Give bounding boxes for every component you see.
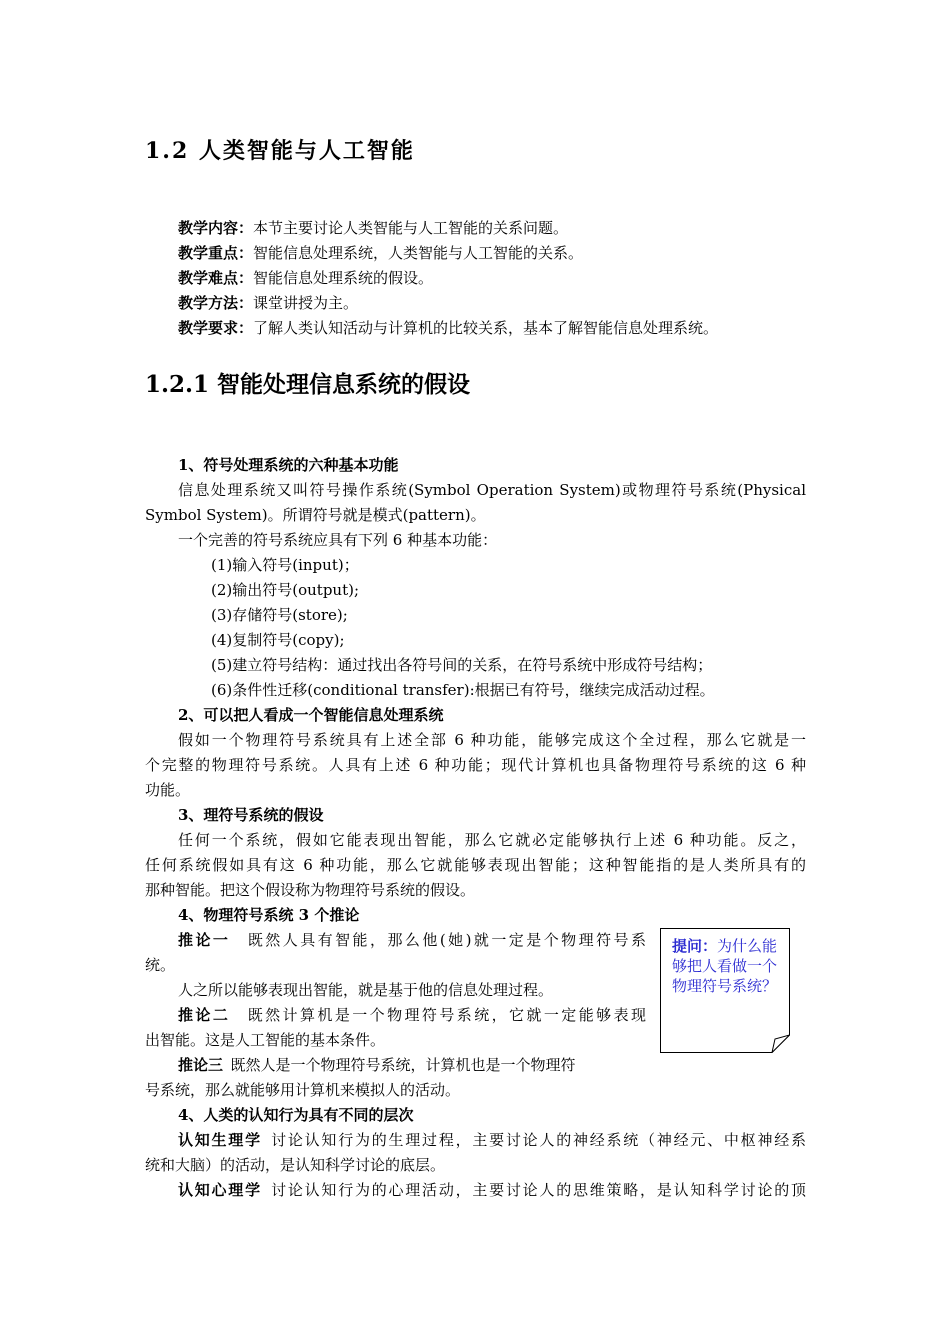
corollary-one: 推论一 既然人具有智能，那么他(她)就一定是个物理符号系 [178,931,646,949]
s2-paragraph-line: 功能。 [145,781,191,799]
corollary-two: 推论二 既然计算机是一个物理符号系统，它就一定能够表现 [178,1006,646,1024]
s5-paragraph-line: 认知心理学 讨论认知行为的心理活动，主要讨论人的思维策略，是认知科学讨论的顶 [178,1181,806,1199]
s1-paragraph-line: Symbol System)。所谓符号就是模式(pattern)。 [145,506,486,524]
s2-paragraph-line: 假如一个物理符号系统具有上述全部 6 种功能，能够完成这个全过程，那么它就是一 [178,731,806,749]
s5-heading: 4、人类的认知行为具有不同的层次 [178,1106,414,1124]
meta-difficulty: 教学难点：智能信息处理系统的假设。 [178,269,434,287]
s3-paragraph-line: 任何系统假如具有这 6 种功能，那么它就能够表现出智能；这种智能指的是人类所具有的 [145,856,806,874]
section-title: 1.2.1 智能处理信息系统的假设 [145,371,471,398]
page-title: 1.2 人类智能与人工智能 [145,138,415,164]
corollary-one-note: 人之所以能够表现出智能，就是基于他的信息处理过程。 [178,981,554,999]
s3-paragraph-line: 那种智能。把这个假设称为物理符号系统的假设。 [145,881,476,899]
list-item: (2)输出符号(output); [211,581,360,599]
meta-focus: 教学重点：智能信息处理系统，人类智能与人工智能的关系。 [178,244,584,262]
s5-paragraph-line: 认知生理学 讨论认知行为的生理过程，主要讨论人的神经系统（神经元、中枢神经系 [178,1131,806,1149]
s1-paragraph: 一个完善的符号系统应具有下列 6 种基本功能： [178,531,498,549]
question-callout [660,928,790,1053]
s4-heading: 4、物理符号系统 3 个推论 [178,906,360,924]
list-item: (6)条件性迁移(conditional transfer):根据已有符号，继续完成活动过程。 [211,681,715,699]
s3-paragraph-line: 任何一个系统，假如它能表现出智能，那么它就必定能够执行上述 6 种功能。反之， [178,831,806,849]
s1-paragraph-line: 信息处理系统又叫符号操作系统(Symbol Operation System)或物理符号系统(Physical [178,481,806,499]
callout-text: 提问：为什么能够把人看做一个物理符号系统？ [672,937,778,995]
corollary-one-cont: 统。 [145,956,176,974]
list-item: (3)存储符号(store); [211,606,348,624]
list-item: (5)建立符号结构：通过找出各符号间的关系，在符号系统中形成符号结构； [211,656,713,674]
s2-heading: 2、可以把人看成一个智能信息处理系统 [178,706,444,724]
list-item: (4)复制符号(copy); [211,631,345,649]
s5-paragraph-line: 统和大脑）的活动，是认知科学讨论的底层。 [145,1156,446,1174]
meta-requirement: 教学要求：了解人类认知活动与计算机的比较关系，基本了解智能信息处理系统。 [178,319,719,337]
s1-heading: 1、符号处理系统的六种基本功能 [178,456,399,474]
meta-content: 教学内容：本节主要讨论人类智能与人工智能的关系问题。 [178,219,569,237]
list-item: (1)输入符号(input)； [211,556,359,574]
corollary-three-cont: 号系统，那么就能够用计算机来模拟人的活动。 [145,1081,461,1099]
meta-method: 教学方法：课堂讲授为主。 [178,294,359,312]
s3-heading: 3、理符号系统的假设 [178,806,324,824]
corollary-three: 推论三 既然人是一个物理符号系统，计算机也是一个物理符 [178,1056,576,1074]
s2-paragraph-line: 个完整的物理符号系统。人具有上述 6 种功能；现代计算机也具备物理符号系统的这 6 种 [145,756,806,774]
corollary-two-cont: 出智能。这是人工智能的基本条件。 [145,1031,386,1049]
